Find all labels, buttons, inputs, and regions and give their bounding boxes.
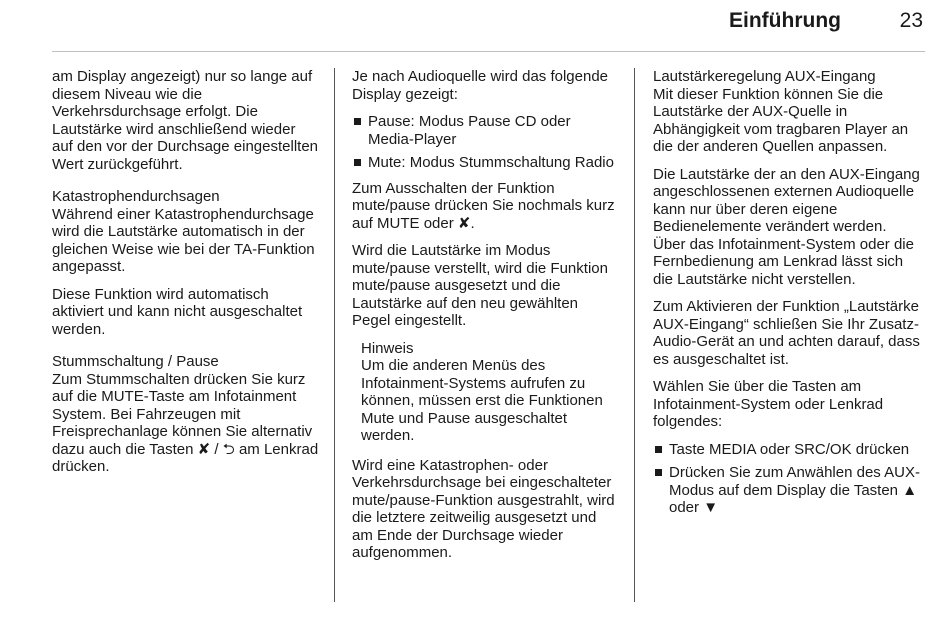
paragraph-continuation: am Display angezeigt) nur so lange auf diesem Niveau wie die Verkehrsdurchsage erfolgt. Die Lautstärke wird anschließend wieder auf den vor der Durchsage eingestellten Wert zurückgeführt. <box>52 68 319 173</box>
down-arrow-icon: ▼ <box>703 499 719 516</box>
key-mute: MUTE <box>101 388 144 405</box>
paragraph: Mit dieser Funktion können Sie die Lautstärke der AUX-Quelle in Abhängigkeit vom tragbaren Player an die der anderen Quellen anpassen. <box>653 85 909 155</box>
paragraph: Diese Funktion wird automatisch aktiviert und kann nicht ausgeschaltet werden. <box>52 285 303 338</box>
list-item: Taste MEDIA oder SRC/OK drücken <box>653 441 923 459</box>
page-number: 23 <box>899 9 923 32</box>
note-title: Hinweis <box>361 339 414 357</box>
note-text: Um die anderen Menüs des Infotainment-Systems aufrufen zu können, müssen erst die Funktionen Mute und Pause ausgeschaltet werden. <box>361 357 603 444</box>
paragraph: Die Lautstärke der an den AUX-Eingang angeschlossenen externen Audioquelle kann nur über deren eigene Bedienelemente verändert werden. Über das Infotainment-System oder die Fernbedienung am Lenkrad lässt sich die Lautstärke nicht verstellen. <box>653 165 920 288</box>
paragraph: Wird die Lautstärke im Modus mute/pause verstellt, wird die Funktion mute/pause ausgesetzt und die Lautstärke auf den neu gewählten Pegel eingestellt. <box>352 242 608 329</box>
paragraph: Wird eine Katastrophen- oder Verkehrsdurchsage bei eingeschalteter mute/pause-Funktion ausgestrahlt, wird die letztere zeitweilig ausgesetzt und am Ende der Durchsage wieder aufgenommen. <box>352 456 615 561</box>
column-3 <box>653 68 923 525</box>
paragraph: Wählen Sie über die Tasten am Infotainment-System oder Lenkrad folgendes: <box>653 378 884 430</box>
column-divider-left <box>334 68 335 602</box>
section-title: Einführung <box>729 9 841 32</box>
column-2 <box>352 68 618 572</box>
column-divider-right <box>634 68 635 602</box>
up-arrow-icon: ▲ <box>902 481 918 499</box>
mute-icon: ✘ <box>457 214 471 232</box>
paragraph: Zum Aktivieren der Funktion „Lautstärke AUX-Eingang“ schließen Sie Ihr Zusatz-Audio-Gerät an und achten darauf, dass es ausgeschaltet ist. <box>653 298 920 368</box>
column-1 <box>52 68 320 491</box>
heading-katastrophendurchsagen: Katastrophendurchsagen <box>52 188 220 205</box>
list-item: Mute: Modus Stummschaltung Radio <box>352 154 618 172</box>
list-item: Pause: Modus Pause CD oder Media-Player <box>352 113 618 148</box>
paragraph: Während einer Katastrophendurchsage wird die Lautstärke automatisch in der gleichen Weise wie bei der TA-Funktion angepasst. <box>52 205 315 275</box>
steps-list <box>653 441 923 517</box>
heading-stummschaltung-pause: Stummschaltung / Pause <box>52 353 219 370</box>
paragraph: Zum Ausschalten der Funktion mute/pause drücken Sie nochmals kurz auf MUTE oder ✘. <box>352 179 615 232</box>
note-box <box>352 340 618 445</box>
display-mode-list <box>352 113 618 172</box>
back-arrow-icon: ⮌ <box>222 440 235 458</box>
paragraph: Zum Stummschalten drücken Sie kurz auf die MUTE-Taste am Infotainment System. Bei Fahrzeugen mit Freisprechanlage können Sie alternativ dazu auch die Tasten ✘ / ⮌ am Lenkrad drücken. <box>52 370 319 475</box>
header-divider <box>52 51 925 52</box>
mute-icon: ✘ <box>197 440 211 458</box>
paragraph: Je nach Audioquelle wird das folgende Display gezeigt: <box>352 68 609 103</box>
heading-aux-volume: Lautstärkeregelung AUX-Eingang <box>653 68 876 85</box>
list-item: Drücken Sie zum Anwählen des AUX-Modus auf dem Display die Tasten ▲ oder ▼ <box>653 464 923 517</box>
